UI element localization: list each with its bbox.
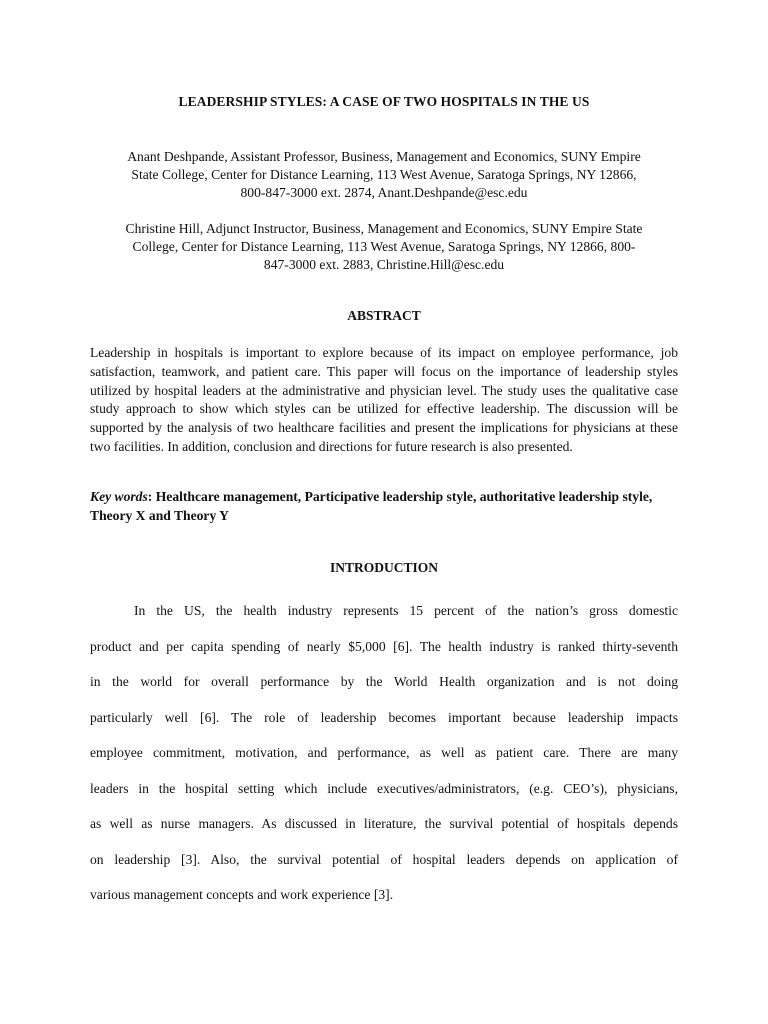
introduction-line-7: as well as nurse managers. As discussed in literature, the survival potential of hospitals depends: [90, 816, 678, 831]
author-2-line-2: College, Center for Distance Learning, 113 West Avenue, Saratoga Springs, NY 12866, 800-: [132, 239, 636, 254]
introduction-heading: INTRODUCTION: [329, 560, 438, 575]
author-1-line-2: State College, Center for Distance Learning, 113 West Avenue, Saratoga Springs, NY 12866,: [131, 167, 637, 182]
abstract-heading: ABSTRACT: [347, 308, 421, 323]
keywords-label: Key words: [90, 489, 148, 504]
introduction-text: [90, 593, 678, 913]
paper-title: LEADERSHIP STYLES: A CASE OF TWO HOSPITALS IN THE US: [178, 94, 590, 109]
author-block-1: [90, 148, 678, 202]
author-2-line-1: Christine Hill, Adjunct Instructor, Business, Management and Economics, SUNY Empire State: [125, 221, 643, 236]
keywords-separator: :: [147, 489, 156, 504]
introduction-line-3: in the world for overall performance by the World Health organization and is not doing: [90, 674, 678, 689]
author-1-line-1: Anant Deshpande, Assistant Professor, Business, Management and Economics, SUNY Empire: [127, 149, 641, 164]
introduction-line-4: particularly well [6]. The role of leadership becomes important because leadership impacts: [90, 709, 678, 725]
document-page: [90, 0, 678, 1024]
introduction-line-6: leaders in the hospital setting which include executives/administrators, (e.g. CEO’s), physicians,: [90, 780, 678, 796]
introduction-line-5: employee commitment, motivation, and performance, as well as patient care. There are many: [90, 745, 678, 760]
keywords-text: Healthcare management, Participative leadership style, authoritative leadership style, Theory X and Theory Y: [90, 489, 653, 523]
author-2-line-3: 847-3000 ext. 2883, Christine.Hill@esc.edu: [263, 257, 505, 272]
introduction-line-2: product and per capita spending of nearly $5,000 [6]. The health industry is ranked thirty-seventh: [90, 638, 678, 654]
author-1-line-3: 800-847-3000 ext. 2874, Anant.Deshpande@esc.edu: [240, 185, 528, 200]
abstract-text: Leadership in hospitals is important to explore because of its impact on employee performance, job satisfaction, teamwork, and patient care. This paper will focus on the importance of leadership styles utilized by hospital leaders at the administrative and physician level. The study uses the qualitative case study approach to show which styles can be utilized for effective leadership. The discussion will be supported by the analysis of two healthcare facilities and present the implications for physicians at these two facilities. In addition, conclusion and directions for future research is also presented.: [90, 345, 678, 454]
introduction-line-9: various management concepts and work experience [3].: [90, 887, 394, 902]
introduction-line-1: In the US, the health industry represents 15 percent of the nation’s gross domestic: [134, 603, 678, 618]
introduction-line-8: on leadership [3]. Also, the survival potential of hospital leaders depends on application of: [90, 851, 678, 867]
keywords: [90, 487, 678, 525]
author-block-2: [90, 220, 678, 274]
